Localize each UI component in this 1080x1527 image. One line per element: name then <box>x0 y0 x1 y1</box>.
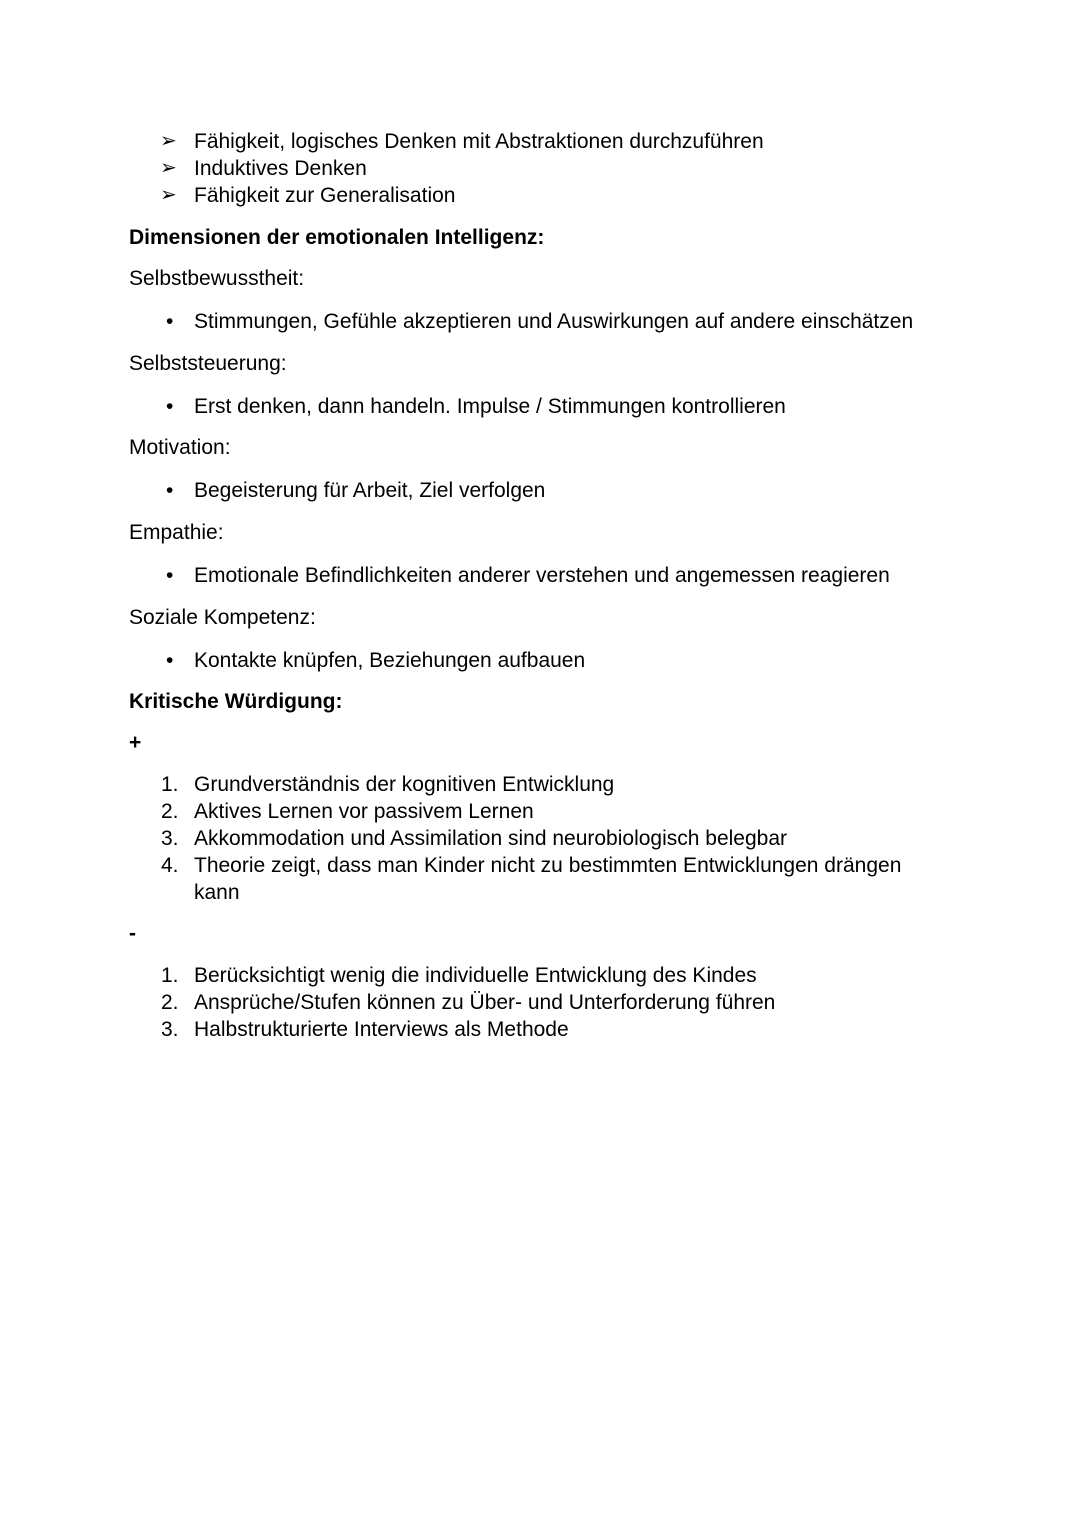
list-item: 3. Akkommodation und Assimilation sind neurobiologisch belegbar <box>161 827 788 850</box>
minus-symbol: - <box>129 922 136 945</box>
list-item: 1. Grundverständnis der kognitiven Entwicklung <box>161 773 615 796</box>
dimension-label: Selbststeuerung: <box>129 352 287 375</box>
arrow-icon: ➢ <box>160 184 177 206</box>
list-item: 2. Aktives Lernen vor passivem Lernen <box>161 800 534 823</box>
list-item: 3. Halbstrukturierte Interviews als Methode <box>161 1018 569 1041</box>
list-item: 4. Theorie zeigt, dass man Kinder nicht zu bestimmten Entwicklungen drängen kann <box>161 854 902 904</box>
dimension-bullet: • Stimmungen, Gefühle akzeptieren und Auswirkungen auf andere einschätzen <box>166 310 914 333</box>
dimension-bullet: • Emotionale Befindlichkeiten anderer verstehen und angemessen reagieren <box>166 564 890 587</box>
plus-symbol: + <box>129 731 142 754</box>
arrow-icon: ➢ <box>160 157 177 179</box>
arrow-list <box>160 128 764 209</box>
list-item: 2. Ansprüche/Stufen können zu Über- und Unterforderung führen <box>161 991 776 1014</box>
emotional-intelligence-heading: Dimensionen der emotionalen Intelligenz: <box>129 226 545 249</box>
arrow-list-item: ➢ Induktives Denken <box>160 157 367 180</box>
critique-heading: Kritische Würdigung: <box>129 690 343 713</box>
dimension-label: Soziale Kompetenz: <box>129 606 316 629</box>
list-item: 1. Berücksichtigt wenig die individuelle Entwicklung des Kindes <box>161 964 757 987</box>
bullet-icon: • <box>166 479 174 502</box>
dimension-bullet: • Kontakte knüpfen, Beziehungen aufbauen <box>166 649 586 672</box>
dimension-label: Motivation: <box>129 436 231 459</box>
dimension-label: Selbstbewusstheit: <box>129 267 305 290</box>
dimension-bullet: • Begeisterung für Arbeit, Ziel verfolgen <box>166 479 546 502</box>
minus-points-list <box>160 962 950 1043</box>
arrow-list-item: ➢ Fähigkeit, logisches Denken mit Abstraktionen durchzuführen <box>160 130 764 153</box>
bullet-icon: • <box>166 395 174 418</box>
dimension-bullet: • Erst denken, dann handeln. Impulse / Stimmungen kontrollieren <box>166 395 786 418</box>
bullet-icon: • <box>166 564 174 587</box>
dimension-label: Empathie: <box>129 521 224 544</box>
arrow-icon: ➢ <box>160 130 177 152</box>
arrow-list-item: ➢ Fähigkeit zur Generalisation <box>160 184 456 207</box>
bullet-icon: • <box>166 649 174 672</box>
bullet-icon: • <box>166 310 174 333</box>
plus-points-list <box>160 771 950 906</box>
